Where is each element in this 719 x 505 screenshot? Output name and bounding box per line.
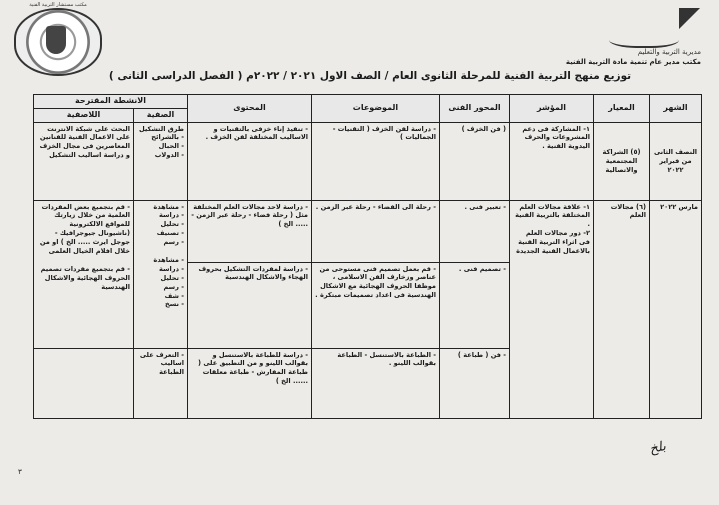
cell-class-activities: طرق التشكيل - بالشرائح - الحبال - الدولاب (134, 122, 188, 200)
header-topics: الموضوعات (312, 95, 440, 123)
cell-indicator: ١- علاقة مجالات العلم المختلفة بالتربية الفنية . ٢- دور مجالات العلم فى اثراء التربية الفنية بالاعمال الفنية الجديدة (510, 200, 594, 418)
cell-topics: - دراسة لفن الخزف ( التقنيات - الجماليات ) (312, 122, 440, 200)
cell-topics: - قم بعمل تصميم فنى مستوحى من عناصر وزخارف الفن الاسلامى ، موظفا الحروف الهجائية مع الاشكال الهندسية فى اعداد تصميمات مبتكرة . (312, 262, 440, 348)
cell-content: - تنفيذ إناء خزفى بالتقنيات و الاساليب المختلفة لفن الخزف . (188, 122, 312, 200)
cell-topics: - رحلة الى الفضاء - رحلة عبر الزمن . (312, 200, 440, 262)
curriculum-table (33, 94, 702, 419)
cell-month: مارس ٢٠٢٢ (650, 200, 702, 418)
ministry-emblem-logo (613, 8, 705, 48)
cell-axis: ( فن الخزف ) (440, 122, 510, 200)
extra-activities-part-1: - قم بتجميع بعض المفردات العلمية من خلال زيارتك للمواقع الالكترونية (ناشيونال جيوجرافيك - جوجل ايرث ..... الخ ) او من خلال افلام الخيال العلمى (39, 202, 130, 256)
org-line-2: مكتب مدير عام تنمية مادة التربية الفنية (565, 58, 701, 66)
header-content: المحتوى (188, 95, 312, 123)
cell-class-activities (134, 200, 188, 348)
org-line-1: مديرية التربية والتعليم (637, 48, 701, 56)
header-class-activities: الصفية (134, 108, 188, 122)
cell-extra-activities (34, 200, 134, 348)
table-row (34, 200, 702, 262)
header-extra-activities: اللاصفية (34, 108, 134, 122)
header-activities: الانشطة المقترحة (34, 95, 188, 109)
handwritten-signature: بلخ (648, 439, 668, 458)
extra-activities-part-2: - قم بتجميع مفردات تصميم الحروف الهجائية والاشكال الهندسية (40, 264, 130, 291)
page-number: ٣ (18, 468, 22, 476)
calligraphy-emblem (609, 28, 679, 48)
header-indicator: المؤشر (510, 95, 594, 123)
class-activities-part-2: - مشاهدة - دراسة - تحليل - رسم - شف - نسخ (153, 255, 184, 309)
header-axis: المحور الفنى (440, 95, 510, 123)
document-title: توزيع منهج التربية الفنية للمرحلة الثانوى العام / الصف الاول ٢٠٢١ / ٢٠٢٢م ( الفصل الدراسى الثانى ) (108, 70, 632, 82)
cell-axis: - تصميم فنى . (440, 262, 510, 348)
cell-extra-activities: البحث على شبكة الانترنت على الاعمال الفنية للفنانين المعاصرين فى مجال الخزف و دراسة اساليب التشكيل (34, 122, 134, 200)
class-activities-part-1: - مشاهدة - دراسة - تحليل - تصنيف - رسم (153, 202, 184, 247)
ministry-seal-logo (14, 8, 102, 76)
left-logo-caption: مكتب مستشار التربية الفنية (29, 2, 87, 8)
cell-class-activities: - التعرف على اساليب الطباعة (134, 348, 188, 418)
cell-topics: - الطباعة بالاستنسل - الطباعة بقوالب اللينو . (312, 348, 440, 418)
cell-content: - دراسة لمفردات التشكيل بحروف الهجاء والاشكال الهندسية (188, 262, 312, 348)
cell-axis: - تعبير فنى . (440, 200, 510, 262)
cell-extra-activities (34, 348, 134, 418)
cell-content: - دراسة لاحد مجالات العلم المختلفة مثل ( رحلة فضاء - رحلة عبر الزمن - ..... الخ ) (188, 200, 312, 262)
cell-month: النصف الثانى من فبراير ٢٠٢٢ (650, 122, 702, 200)
table-header-row (34, 95, 702, 109)
emblem-icon (679, 8, 705, 34)
header-month: الشهر (650, 95, 702, 123)
cell-axis: - فن ( طباعة ) (440, 348, 510, 418)
table-row (34, 122, 702, 200)
cell-standard: (٥) الشراكة المجتمعية والاتصالية (594, 122, 650, 200)
cell-content: - دراسة للطباعة بالاستنسل و بقوالب اللينو و من التطبيق على ( طباعة المفارش - طباعة معلقات ...... الخ ) (188, 348, 312, 418)
cell-indicator: ١- المشاركة فى دعم المشروعات والحرف اليدوية الفنية . (510, 122, 594, 200)
header-standard: المعيار (594, 95, 650, 123)
cell-standard: (٦) مجالات العلم (594, 200, 650, 418)
